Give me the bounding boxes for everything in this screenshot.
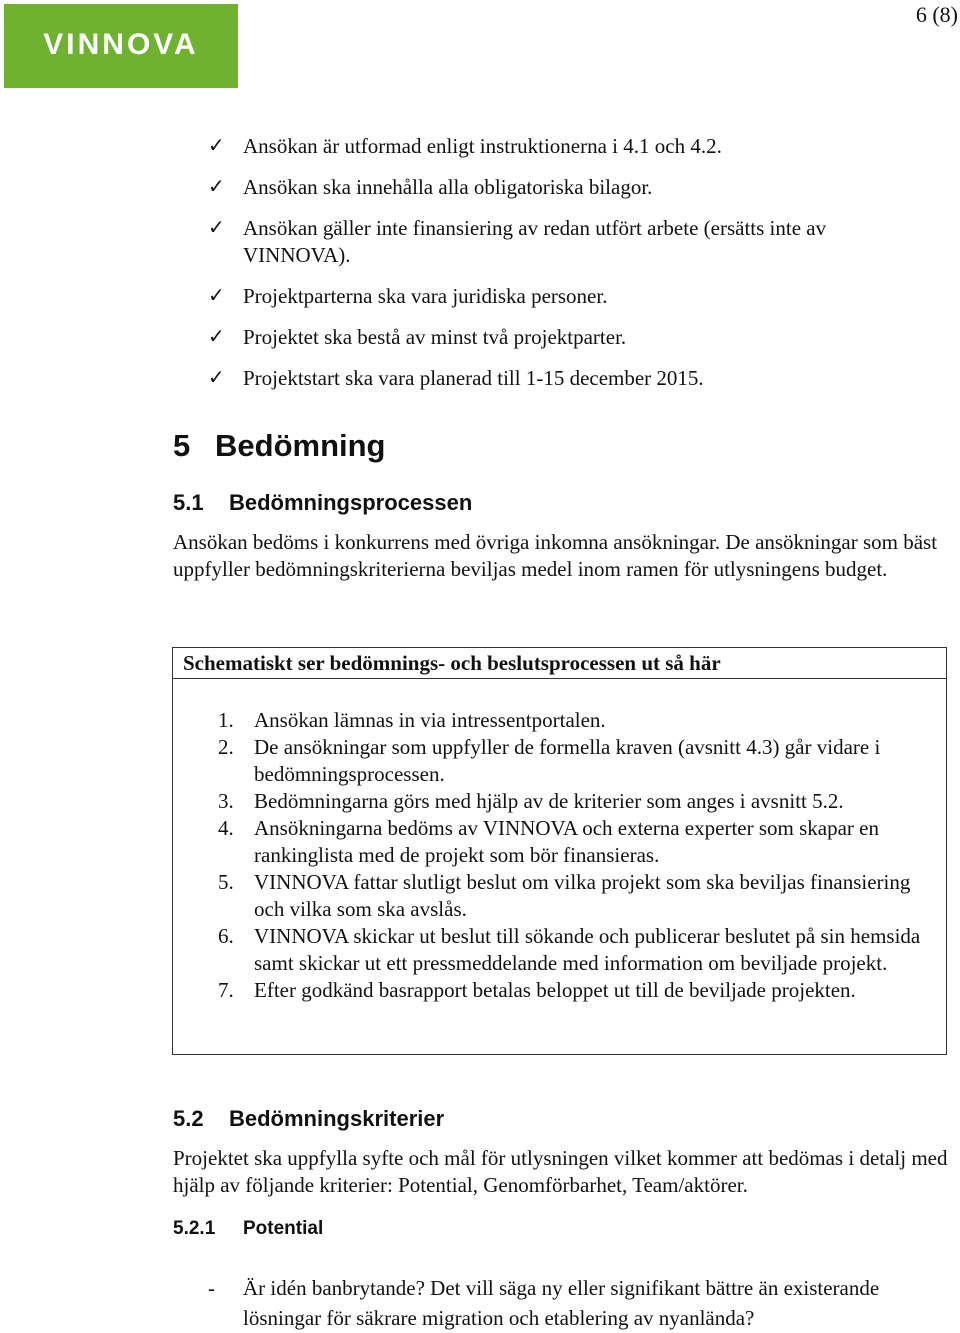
checkmark-icon: ✓ [208,133,225,157]
section-5-1-paragraph: Ansökan bedöms i konkurrens med övriga inkomna ansökningar. De ansökningar som bäst uppfyller bedömningskriterierna beviljas medel inom ramen för utlysningens budget. [173,530,938,581]
section-5-2-paragraph: Projektet ska uppfylla syfte och mål för utlysningen vilket kommer att bedömas i detalj med hjälp av följande kriterier: Potential, Genomförbarhet, Team/aktörer. [173,1146,948,1197]
process-step: 3. Bedömningarna görs med hjälp av de kriterier som anges i avsnitt 5.2. [218,789,844,813]
process-box [172,647,947,1055]
process-step: 4. Ansökningarna bedöms av VINNOVA och externa experter som skapar en rankinglista med de projekt som bör finansieras. [218,816,879,867]
list-item: - Är idén banbrytande? Det vill säga ny eller signifikant bättre än existerande lösningar för säkrare migration och etablering av nyanlända? [208,1273,938,1333]
vinnova-logo [4,4,238,88]
checklist-item: ✓ Ansökan gäller inte finansiering av redan utfört arbete (ersätts inte av VINNOVA). [208,215,827,267]
checkmark-icon: ✓ [208,174,225,198]
section-heading-5-2-1: 5.2.1 Potential [173,1218,324,1239]
process-step: 1. Ansökan lämnas in via intressentportalen. [218,708,606,732]
checkmark-icon: ✓ [208,365,225,389]
page-number: 6 (8) [915,2,958,27]
checkmark-icon: ✓ [208,283,225,307]
potential-questions [208,1273,938,1333]
checkmark-icon: ✓ [208,215,225,239]
checklist-item: ✓ Projektstart ska vara planerad till 1-15 december 2015. [208,365,704,390]
section-heading-5-1: 5.1 Bedömningsprocessen [173,490,473,515]
process-step: 7. Efter godkänd basrapport betalas beloppet ut till de beviljade projekten. [218,978,856,1002]
section-heading-5: 5 Bedömning [173,428,386,463]
requirements-checklist [208,133,908,406]
process-steps [173,707,946,1004]
logo-text: VINNOVA [43,28,199,61]
process-step: 6. VINNOVA skickar ut beslut till sökande och publicerar beslutet på sin hemsida samt skickar ut ett pressmeddelande med information om beviljade projekt. [218,924,921,975]
checklist-item: ✓ Ansökan ska innehålla alla obligatoriska bilagor. [208,174,653,199]
checkmark-icon: ✓ [208,324,225,348]
process-step: 2. De ansökningar som uppfyller de formella kraven (avsnitt 4.3) går vidare i bedömningsprocessen. [218,735,881,786]
process-step: 5. VINNOVA fattar slutligt beslut om vilka projekt som ska beviljas finansiering och vilka som ska avslås. [218,870,911,921]
checklist-item: ✓ Projektparterna ska vara juridiska personer. [208,283,608,308]
checklist-item: ✓ Projektet ska bestå av minst två projektparter. [208,324,627,349]
checklist-item: ✓ Ansökan är utformad enligt instruktionerna i 4.1 och 4.2. [208,133,722,158]
process-box-title: Schematiskt ser bedömnings- och beslutsprocessen ut så här [173,648,946,679]
dash-bullet: - [208,1276,215,1300]
section-heading-5-2: 5.2 Bedömningskriterier [173,1106,445,1131]
